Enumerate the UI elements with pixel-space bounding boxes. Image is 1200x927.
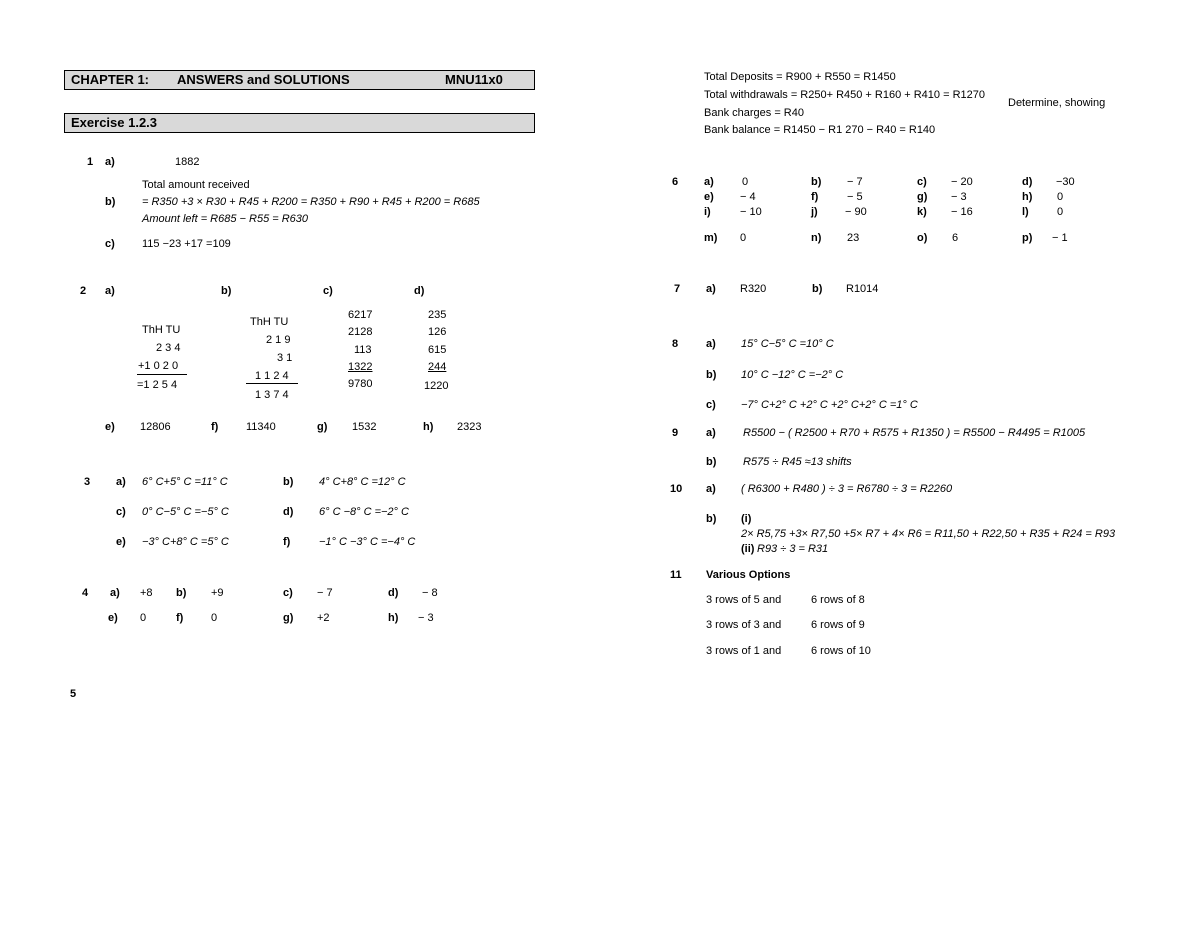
chapter-code: MNU11x0 <box>445 72 503 87</box>
q4g-answer: +2 <box>317 612 330 624</box>
q4c-answer: − 7 <box>317 587 333 599</box>
q4a-answer: +8 <box>140 587 153 599</box>
q4f-answer: 0 <box>211 612 218 624</box>
exercise-header-box <box>64 113 535 133</box>
q6-number: 6 <box>672 176 679 188</box>
q9b-label: b) <box>706 456 717 468</box>
q2e-answer: 12806 <box>140 421 171 433</box>
q2d-row2: 126 <box>428 326 447 338</box>
q2a-sum-line <box>137 374 187 375</box>
q6e-label: e) <box>704 191 714 203</box>
q2b-row3: 1 1 2 4 <box>255 370 289 382</box>
q11-row1-left: 3 rows of 5 and <box>706 594 782 606</box>
exercise-title: Exercise 1.2.3 <box>71 115 158 130</box>
q3b-label: b) <box>283 476 294 488</box>
q2a-row2: +1 0 2 0 <box>138 360 179 372</box>
q6k-label: k) <box>917 206 927 218</box>
q6m-label: m) <box>704 232 718 244</box>
q3c-answer: 0° C−5° C =−5° C <box>142 506 229 518</box>
q8a-label: a) <box>706 338 716 350</box>
q6a-answer: 0 <box>742 176 749 188</box>
q6m-answer: 0 <box>740 232 747 244</box>
q2c-row3: 113 <box>354 344 372 356</box>
q4h-answer: − 3 <box>418 612 434 624</box>
q7b-label: b) <box>812 283 823 295</box>
q5-bank-charges: Bank charges = R40 <box>704 107 804 119</box>
q6i-label: i) <box>704 206 711 218</box>
q1c-label: c) <box>105 238 115 250</box>
q4h-label: h) <box>388 612 399 624</box>
q2f-label: f) <box>211 421 219 433</box>
q9a-answer: R5500 − ( R2500 + R70 + R575 + R1350 ) = R5500 − R4495 = R1005 <box>743 427 1086 439</box>
q3f-label: f) <box>283 536 291 548</box>
q9a-label: a) <box>706 427 716 439</box>
q3a-label: a) <box>116 476 126 488</box>
q6f-label: f) <box>811 191 819 203</box>
q10a-answer: ( R6300 + R480 ) ÷ 3 = R6780 ÷ 3 = R2260 <box>741 483 953 495</box>
q2a-result: =1 2 5 4 <box>137 379 178 391</box>
q3e-answer: −3° C+8° C =5° C <box>142 536 229 548</box>
q1b-line1: = R350 +3 × R30 + R45 + R200 = R350 + R90 + R45 + R200 = R685 <box>142 196 480 208</box>
q8b-label: b) <box>706 369 717 381</box>
q1-number: 1 <box>87 156 94 168</box>
q5-side-note: Determine, showing <box>1008 97 1106 109</box>
q6c-answer: − 20 <box>951 176 973 188</box>
q11-number: 11 <box>670 569 682 581</box>
q2a-row1: 2 3 4 <box>156 342 181 354</box>
q7b-answer: R1014 <box>846 283 879 295</box>
q2a-label: a) <box>105 285 115 297</box>
q5-deposits: Total Deposits = R900 + R550 = R1450 <box>704 71 896 83</box>
chapter-title: ANSWERS and SOLUTIONS <box>177 72 350 87</box>
q2d-result: 1220 <box>424 380 449 392</box>
q1c-answer: 115 −23 +17 =109 <box>142 238 231 250</box>
q2a-header: ThH TU <box>142 324 181 336</box>
q6b-answer: − 7 <box>847 176 863 188</box>
q10-number: 10 <box>670 483 683 495</box>
q4e-label: e) <box>108 612 118 624</box>
q2b-row1: 2 1 9 <box>266 334 291 346</box>
q6n-answer: 23 <box>847 232 860 244</box>
page-number: 5 <box>70 688 77 700</box>
q11-row3-right: 6 rows of 10 <box>811 645 871 657</box>
q10b-i-label: (i) <box>741 513 752 525</box>
q1b-line2: Amount left = R685 − R55 = R630 <box>142 213 309 225</box>
q4g-label: g) <box>283 612 294 624</box>
q9-number: 9 <box>672 427 679 439</box>
q4d-label: d) <box>388 587 399 599</box>
q2b-row2: 3 1 <box>277 352 293 364</box>
q2c-row4: 1322 <box>348 361 373 373</box>
q6h-label: h) <box>1022 191 1033 203</box>
q6p-answer: − 1 <box>1052 232 1068 244</box>
q4c-label: c) <box>283 587 293 599</box>
q10b-i-answer: 2× R5,75 +3× R7,50 +5× R7 + 4× R6 = R11,50 + R22,50 + R35 + R24 = R93 <box>741 528 1116 540</box>
q2d-row3: 615 <box>428 344 447 356</box>
q6d-label: d) <box>1022 176 1033 188</box>
q3b-answer: 4° C+8° C =12° C <box>319 476 406 488</box>
q6e-answer: − 4 <box>740 191 756 203</box>
q1b-label: b) <box>105 196 116 208</box>
q4a-label: a) <box>110 587 120 599</box>
q7-number: 7 <box>674 283 681 295</box>
q3d-answer: 6° C −8° C =−2° C <box>319 506 409 518</box>
q2c-row2: 2128 <box>348 326 373 338</box>
q4d-answer: − 8 <box>422 587 438 599</box>
q6f-answer: − 5 <box>847 191 863 203</box>
q10b-ii-label: (ii) <box>741 543 755 555</box>
q4b-answer: +9 <box>211 587 224 599</box>
q6a-label: a) <box>704 176 714 188</box>
q4e-answer: 0 <box>140 612 147 624</box>
q10b-label: b) <box>706 513 717 525</box>
q6d-answer: −30 <box>1056 176 1075 188</box>
q3d-label: d) <box>283 506 294 518</box>
q11-row1-right: 6 rows of 8 <box>811 594 865 606</box>
q8c-answer: −7° C+2° C +2° C +2° C+2° C =1° C <box>741 399 918 411</box>
q11-row2-left: 3 rows of 3 and <box>706 619 782 631</box>
q3-number: 3 <box>84 476 91 488</box>
q2c-label: c) <box>323 285 333 297</box>
q6g-label: g) <box>917 191 928 203</box>
q6o-answer: 6 <box>952 232 959 244</box>
q6k-answer: − 16 <box>951 206 973 218</box>
q2b-sum-line <box>246 383 298 384</box>
q6l-label: l) <box>1022 206 1029 218</box>
q2h-answer: 2323 <box>457 421 482 433</box>
q2b-header: ThH TU <box>250 316 289 328</box>
q6p-label: p) <box>1022 232 1033 244</box>
q6c-label: c) <box>917 176 927 188</box>
q9b-answer: R575 ÷ R45 ≈13 shifts <box>743 456 852 468</box>
q2d-row4: 244 <box>428 361 447 373</box>
q2c-result: 9780 <box>348 378 373 390</box>
q11-row3-left: 3 rows of 1 and <box>706 645 782 657</box>
q8-number: 8 <box>672 338 679 350</box>
chapter-header-box <box>64 70 535 90</box>
chapter-label: CHAPTER 1: <box>71 72 150 87</box>
q6i-answer: − 10 <box>740 206 762 218</box>
q6j-answer: − 90 <box>845 206 867 218</box>
q1a-answer: 1882 <box>175 156 200 168</box>
q8c-label: c) <box>706 399 716 411</box>
q3c-label: c) <box>116 506 126 518</box>
q6g-answer: − 3 <box>951 191 967 203</box>
q8a-answer: 15° C−5° C =10° C <box>741 338 834 350</box>
q7a-answer: R320 <box>740 283 767 295</box>
q11-title: Various Options <box>706 569 791 581</box>
q2c-row1: 6217 <box>348 309 373 321</box>
q2f-answer: 11340 <box>246 421 276 433</box>
q2d-row1: 235 <box>428 309 447 321</box>
q6h-answer: 0 <box>1057 191 1064 203</box>
q11-row2-right: 6 rows of 9 <box>811 619 865 631</box>
q10a-label: a) <box>706 483 716 495</box>
q2b-result: 1 3 7 4 <box>255 389 289 401</box>
q6n-label: n) <box>811 232 822 244</box>
q2-number: 2 <box>80 285 87 297</box>
q3e-label: e) <box>116 536 126 548</box>
q1b-intro: Total amount received <box>142 179 250 191</box>
q3a-answer: 6° C+5° C =11° C <box>142 476 228 488</box>
q5-withdrawals: Total withdrawals = R250+ R450 + R160 + R410 = R1270 <box>704 89 985 101</box>
q5-bank-balance: Bank balance = R1450 − R1 270 − R40 = R140 <box>704 124 936 136</box>
q8b-answer: 10° C −12° C =−2° C <box>741 369 844 381</box>
q10b-ii-answer: R93 ÷ 3 = R31 <box>757 543 829 555</box>
q2d-label: d) <box>414 285 425 297</box>
q2b-label: b) <box>221 285 232 297</box>
q2h-label: h) <box>423 421 434 433</box>
q6o-label: o) <box>917 232 928 244</box>
q1a-label: a) <box>105 156 115 168</box>
q2g-answer: 1532 <box>352 421 377 433</box>
q6b-label: b) <box>811 176 822 188</box>
q6j-label: j) <box>811 206 818 218</box>
q4-number: 4 <box>82 587 89 599</box>
q7a-label: a) <box>706 283 716 295</box>
q4f-label: f) <box>176 612 184 624</box>
q6l-answer: 0 <box>1057 206 1064 218</box>
q3f-answer: −1° C −3° C =−4° C <box>319 536 416 548</box>
q2e-label: e) <box>105 421 115 433</box>
q4b-label: b) <box>176 587 187 599</box>
q2g-label: g) <box>317 421 328 433</box>
